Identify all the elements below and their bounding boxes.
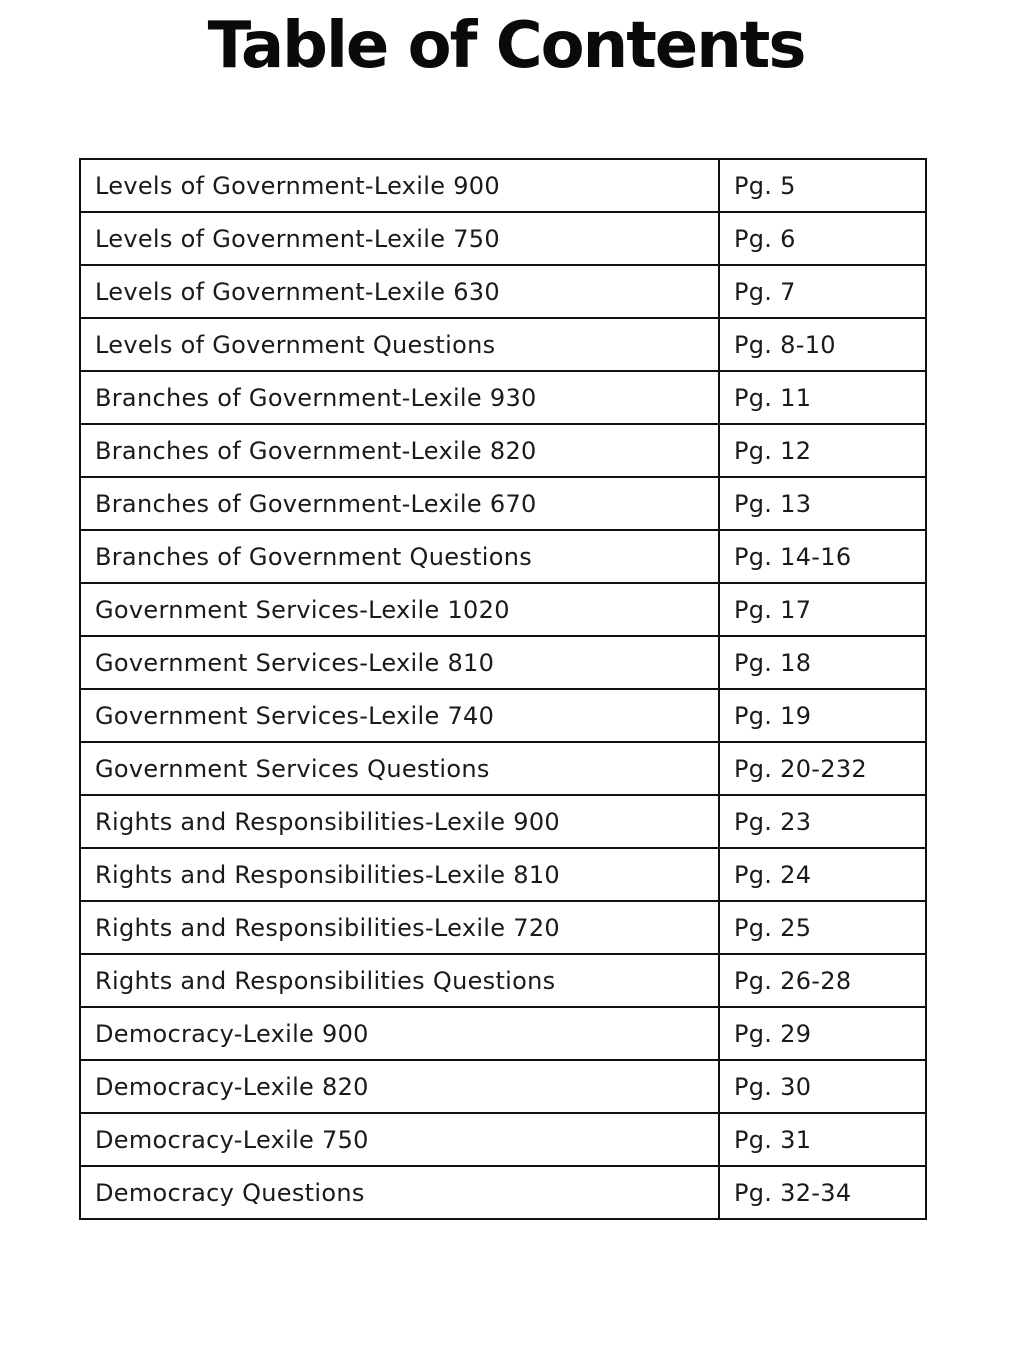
entry-title: Rights and Responsibilities-Lexile 720 — [80, 901, 719, 954]
toc-table — [79, 158, 927, 1220]
entry-page: Pg. 20-232 — [719, 742, 926, 795]
entry-page: Pg. 25 — [719, 901, 926, 954]
entry-page: Pg. 24 — [719, 848, 926, 901]
table-row — [80, 530, 926, 583]
entry-page: Pg. 8-10 — [719, 318, 926, 371]
table-row — [80, 1060, 926, 1113]
entry-page: Pg. 23 — [719, 795, 926, 848]
entry-page: Pg. 30 — [719, 1060, 926, 1113]
table-row — [80, 265, 926, 318]
entry-title: Democracy-Lexile 900 — [80, 1007, 719, 1060]
table-row — [80, 318, 926, 371]
table-row — [80, 954, 926, 1007]
entry-title: Levels of Government-Lexile 630 — [80, 265, 719, 318]
table-row — [80, 742, 926, 795]
entry-page: Pg. 32-34 — [719, 1166, 926, 1219]
entry-title: Rights and Responsibilities Questions — [80, 954, 719, 1007]
table-row — [80, 424, 926, 477]
table-row — [80, 901, 926, 954]
table-row — [80, 848, 926, 901]
table-row — [80, 477, 926, 530]
table-row — [80, 636, 926, 689]
entry-title: Branches of Government-Lexile 930 — [80, 371, 719, 424]
entry-page: Pg. 6 — [719, 212, 926, 265]
entry-page: Pg. 7 — [719, 265, 926, 318]
entry-title: Branches of Government Questions — [80, 530, 719, 583]
entry-title: Government Services Questions — [80, 742, 719, 795]
entry-title: Levels of Government-Lexile 900 — [80, 159, 719, 212]
table-row — [80, 159, 926, 212]
table-row — [80, 689, 926, 742]
entry-title: Branches of Government-Lexile 820 — [80, 424, 719, 477]
entry-page: Pg. 14-16 — [719, 530, 926, 583]
entry-title: Democracy-Lexile 820 — [80, 1060, 719, 1113]
table-row — [80, 371, 926, 424]
entry-page: Pg. 18 — [719, 636, 926, 689]
entry-title: Rights and Responsibilities-Lexile 900 — [80, 795, 719, 848]
entry-page: Pg. 17 — [719, 583, 926, 636]
entry-title: Levels of Government Questions — [80, 318, 719, 371]
entry-page: Pg. 31 — [719, 1113, 926, 1166]
entry-page: Pg. 19 — [719, 689, 926, 742]
table-row — [80, 1007, 926, 1060]
entry-title: Government Services-Lexile 810 — [80, 636, 719, 689]
entry-page: Pg. 5 — [719, 159, 926, 212]
table-row — [80, 212, 926, 265]
entry-title: Rights and Responsibilities-Lexile 810 — [80, 848, 719, 901]
table-row — [80, 1113, 926, 1166]
entry-page: Pg. 13 — [719, 477, 926, 530]
entry-title: Levels of Government-Lexile 750 — [80, 212, 719, 265]
table-row — [80, 1166, 926, 1219]
entry-page: Pg. 12 — [719, 424, 926, 477]
entry-title: Government Services-Lexile 740 — [80, 689, 719, 742]
entry-page: Pg. 11 — [719, 371, 926, 424]
table-row — [80, 795, 926, 848]
entry-title: Democracy Questions — [80, 1166, 719, 1219]
entry-title: Government Services-Lexile 1020 — [80, 583, 719, 636]
entry-page: Pg. 29 — [719, 1007, 926, 1060]
entry-page: Pg. 26-28 — [719, 954, 926, 1007]
table-row — [80, 583, 926, 636]
entry-title: Democracy-Lexile 750 — [80, 1113, 719, 1166]
entry-title: Branches of Government-Lexile 670 — [80, 477, 719, 530]
page-title: Table of Contents — [207, 9, 805, 83]
